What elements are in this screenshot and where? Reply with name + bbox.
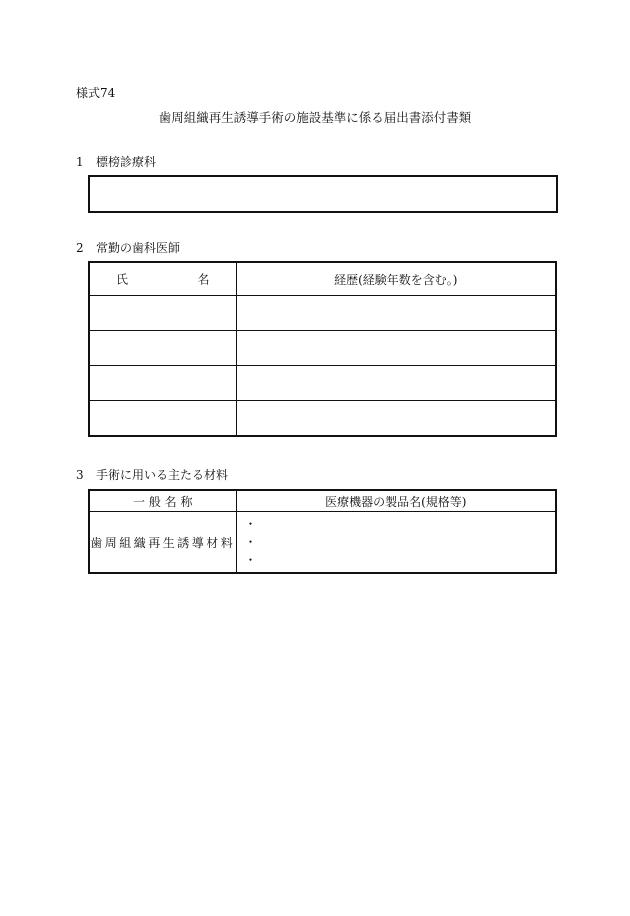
section-2-heading xyxy=(76,239,180,256)
dentist-name-cell[interactable] xyxy=(89,401,236,437)
section-1-label: 標榜診療科 xyxy=(96,155,157,169)
section-3-number: 3 xyxy=(76,468,84,482)
general-name-header: 一 般 名 称 xyxy=(89,490,236,512)
table-row xyxy=(89,401,556,437)
dentist-name-cell[interactable] xyxy=(89,331,236,366)
name-header-right: 名 xyxy=(197,272,210,287)
document-title: 歯周組織再生誘導手術の施設基準に係る届出書添付書類 xyxy=(158,110,472,125)
dentist-career-cell[interactable] xyxy=(236,296,556,331)
dentist-name-cell[interactable] xyxy=(89,366,236,401)
product-bullet: ・ xyxy=(244,535,257,549)
dentist-table-header xyxy=(89,262,556,296)
section-1-number: 1 xyxy=(76,155,84,169)
dentist-career-cell[interactable] xyxy=(236,366,556,401)
table-row xyxy=(89,366,556,401)
name-header xyxy=(89,262,236,296)
table-row xyxy=(89,512,556,574)
name-header-left: 氏 xyxy=(116,272,129,287)
dentist-table xyxy=(88,261,557,437)
table-row xyxy=(89,296,556,331)
table-row xyxy=(89,331,556,366)
section-3-label: 手術に用いる主たる材料 xyxy=(96,468,229,482)
product-bullet: ・ xyxy=(244,517,257,531)
product-name-cell[interactable] xyxy=(236,512,556,574)
materials-table xyxy=(88,489,557,574)
section-1-heading xyxy=(76,153,156,170)
product-name-header: 医療機器の製品名(規格等) xyxy=(236,490,556,512)
form-number: 様式74 xyxy=(76,86,116,100)
materials-table-header xyxy=(89,490,556,512)
material-name-cell: 歯周組織再生誘導材料 xyxy=(89,512,236,574)
product-bullet: ・ xyxy=(244,553,257,567)
section-2-number: 2 xyxy=(76,241,84,255)
dentist-career-cell[interactable] xyxy=(236,331,556,366)
section-2-label: 常勤の歯科医師 xyxy=(96,241,181,255)
career-header: 経歴(経験年数を含む。) xyxy=(236,262,556,296)
dentist-name-cell[interactable] xyxy=(89,296,236,331)
section-3-heading xyxy=(76,466,228,483)
department-input-box[interactable] xyxy=(88,175,558,213)
dentist-career-cell[interactable] xyxy=(236,401,556,437)
